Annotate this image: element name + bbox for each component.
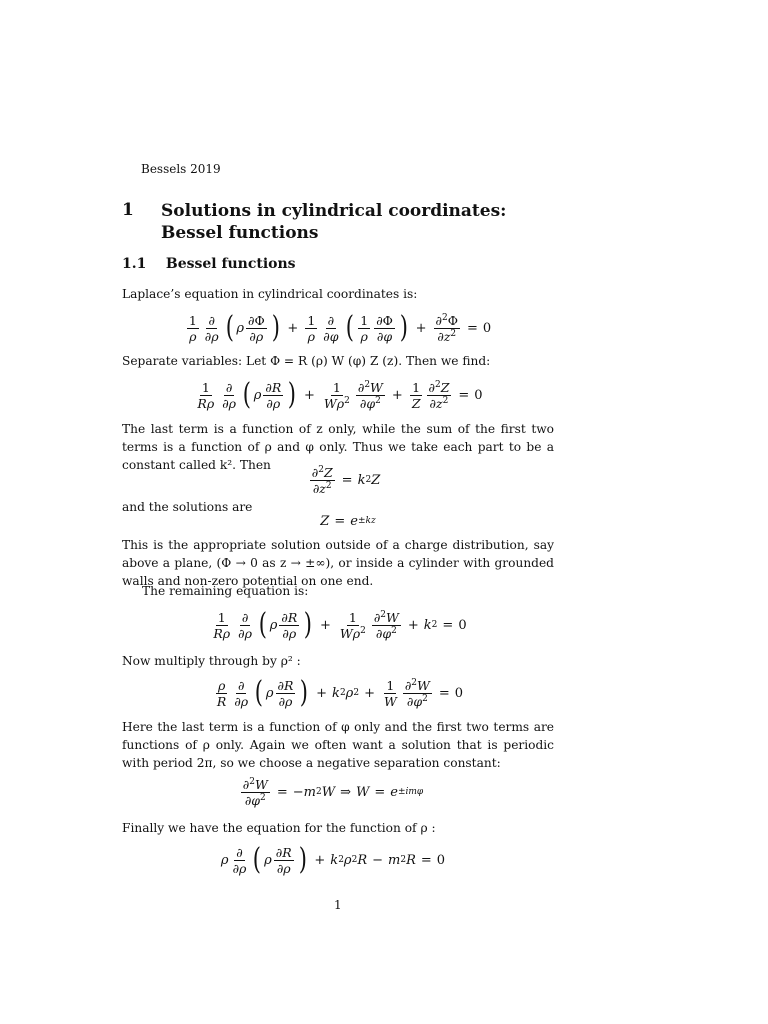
equation-w-part: $\frac{\partial^2W}{\partial\varphi^2}$ = − m 2 W ⇒ W = e ±imφ [242, 776, 424, 808]
equation-separated: $\frac{1}{R\rho}$ $\frac{\partial}{\partial\rho}$ ( ρ $\frac{\partial R}{\partial\rho}$ ) + $\frac{1}{W\rho^2}$ $\frac{\partial^2W}{\partial\varphi^2}$ + $\frac{1}{Z}$ $\frac{\partial^2Z}{\partial z^2}$ = 0 [197, 377, 483, 412]
paragraph-remaining-equation: The remaining equation is: [142, 584, 309, 598]
equation-z-solution: Z = e ±kz [320, 513, 376, 529]
paragraph-multiply-through: Now multiply through by ρ² : [122, 654, 301, 668]
equation-radial: ρ $\frac{\partial}{\partial\rho}$ ( ρ $\frac{\partial R}{\partial\rho}$ ) + k 2 ρ 2 R − m 2 R = 0 [220, 842, 446, 877]
equation-z-part: $\frac{\partial^2Z}{\partial z^2}$ = k 2 Z [311, 464, 381, 496]
paragraph-last-term: The last term is a function of z only, while the sum of the first two terms is a function of ρ and φ only. Thus we take each part to be a constant called k². Then [122, 422, 554, 472]
equation-remaining: $\frac{1}{R\rho}$ $\frac{\partial}{\partial\rho}$ ( ρ $\frac{\partial R}{\partial\rho}$ ) + $\frac{1}{W\rho^2}$ $\frac{\partial^2W}{\partial\varphi^2}$ + k 2 = 0 [213, 607, 467, 642]
subsection-heading [122, 256, 296, 272]
paragraph-appropriate-solution: This is the appropriate solution outside of a charge distribution, say above a plane, (Φ → 0 as z → ±∞), or inside a cylinder with grounded walls and non-zero potential on one end. [122, 538, 554, 588]
subsection-title: Bessel functions [165, 256, 296, 272]
page-number: 1 [334, 898, 342, 912]
section-number: 1 [122, 200, 134, 220]
equation-laplace: $\frac{1}{\rho}$ $\frac{\partial}{\partial\rho}$ ( ρ $\frac{\partial\Phi}{\partial\rho}$ ) + $\frac{1}{\rho}$ $\frac{\partial}{\partial\varphi}$ ( $\frac{1}{\rho}$ $\frac{\partial\Phi}{\partial\varphi}$ ) + $\frac{\partial^2\Phi}{\partial z^2}$ = 0 [188, 310, 492, 345]
paragraph-here-last-term: Here the last term is a function of φ only and the first two terms are functions of ρ only. Again we often want a solution that is periodic with period 2π, so we choose a negative separation constant: [122, 720, 554, 770]
paragraph-separate-variables: Separate variables: Let Φ = R (ρ) W (φ) Z (z). Then we find: [122, 354, 491, 368]
section-title: Solutions in cylindrical coordinates: Bessel functions [161, 201, 507, 243]
running-header: Bessels 2019 [141, 162, 221, 176]
subsection-number: 1.1 [122, 256, 147, 272]
paragraph-solutions-are: and the solutions are [122, 500, 253, 514]
paragraph-finally: Finally we have the equation for the function of ρ : [122, 821, 436, 835]
paragraph-laplace-intro: Laplace’s equation in cylindrical coordinates is: [122, 287, 418, 301]
equation-multiplied: $\frac{\rho}{R}$ $\frac{\partial}{\partial\rho}$ ( ρ $\frac{\partial R}{\partial\rho}$ ) + k 2 ρ 2 + $\frac{1}{W}$ $\frac{\partial^2W}{\partial\varphi^2}$ = 0 [216, 675, 464, 710]
